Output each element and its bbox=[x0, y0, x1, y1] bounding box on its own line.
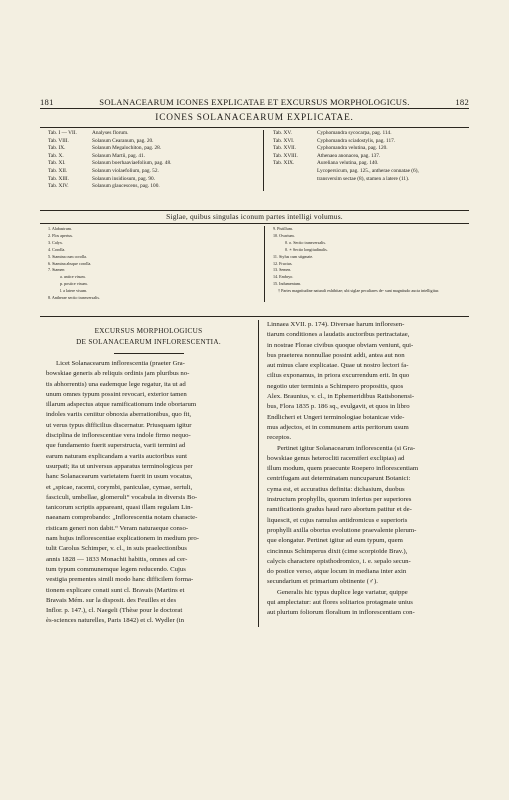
text-column-right bbox=[259, 320, 466, 627]
text-line: bowskiae genus heterocliti racemiferi exclipias) ad bbox=[267, 454, 405, 462]
plate-description: transversim sectae (8), stamen a latere (11). bbox=[317, 175, 410, 182]
plate-row bbox=[273, 153, 463, 161]
plate-label: Tab. XIX. bbox=[273, 160, 295, 167]
siglum-item: l. a latere visum. bbox=[60, 288, 88, 294]
plate-description: Lycopersicum, pag. 125., antherae connatae (6), bbox=[317, 167, 419, 174]
plate-description: Aureliana velutina, pag. 140. bbox=[317, 160, 379, 167]
text-line: Generalis hic typus duplice lege variatur, quippe bbox=[277, 588, 408, 596]
text-line: do postice verso, atque locum in mediana inter axin bbox=[267, 568, 407, 576]
plate-label: Tab. XII. bbox=[48, 167, 68, 174]
text-line: fasciculi, umbellae, glomeruli“ vocabula in diversis Bo- bbox=[46, 493, 198, 501]
text-column-left bbox=[46, 320, 259, 627]
text-line: calycis characterе opisthodromico, i. e. sepalo secun- bbox=[267, 557, 411, 565]
plate-label bbox=[273, 176, 317, 184]
text-line: ut verus typus difficilius discernatur. Priusquam igitur bbox=[46, 421, 192, 429]
text-line: mus adjectos, et in communem artis peritorum usum bbox=[267, 423, 409, 431]
page-number-left: 181 bbox=[40, 97, 54, 107]
text-line: unum omnes typum possint revocari, exterior tamen bbox=[46, 390, 187, 398]
siglum-item: 8. Antherae sectio transversalis. bbox=[48, 295, 100, 301]
plate-label: Tab. X. bbox=[48, 152, 64, 159]
text-line: cilius exponamus, in priora excurrendum erit. In quo bbox=[267, 372, 410, 380]
text-line: que fundamento fuerit superstructa, varii termini ad bbox=[46, 442, 186, 450]
text-line: aut minus clare explicatae. Quae ut nostro lectori fa- bbox=[267, 362, 409, 370]
plate-row bbox=[48, 130, 263, 138]
text-line: tionem explicare conati sunt cl. Bravais (Martins et bbox=[46, 586, 185, 594]
excursus-subheading: DE SOLANACEARUM INFLORESCENTIA. bbox=[76, 337, 221, 346]
excursus-body bbox=[46, 320, 466, 627]
text-line: Endlicheri et Ungeri terminologiae botanicae vide- bbox=[267, 413, 405, 421]
plate-description: Analyses florum. bbox=[92, 130, 129, 136]
plates-column-left bbox=[48, 130, 264, 191]
page-number-right: 182 bbox=[455, 97, 469, 107]
running-title: SOLANACEARUM ICONES EXPLICATAE ET EXCURSUS MORPHOLOGICUS. bbox=[99, 97, 410, 107]
text-line: annis 1828 — 1833 Monachii habitis, omnes ad cer- bbox=[46, 555, 188, 563]
text-line: Licet Solanacearum inflorescentia (praeter Gra- bbox=[56, 360, 185, 367]
siglum-item: 11. Stylus cum stigmate. bbox=[273, 253, 314, 259]
siglum-item: p. postice visum. bbox=[60, 281, 88, 287]
siglum-item: 0. o. Sectio transversalis. bbox=[285, 239, 326, 245]
siglae-note: † Partes magnitudine naturali exhibitae; ubi siglae peculiares de- sunt magnitudo aucta intelligitur. bbox=[278, 288, 440, 294]
text-line: ès-sciences naturelles, Paris 1842) et cl. Wydler (in bbox=[46, 617, 184, 625]
siglum-item: 2. Flos apertus. bbox=[48, 232, 74, 238]
plates-table bbox=[48, 130, 463, 191]
plate-label: Tab. XIII. bbox=[48, 175, 69, 182]
text-line: centrifugam aut determinatam nuncuparunt Botanici: bbox=[267, 475, 411, 483]
plate-description: Solanum insidiosum, pag. 90. bbox=[92, 175, 155, 182]
text-line: negotio uter terminis a Schimpero propositis, quos bbox=[267, 382, 404, 390]
text-line: illum modum, quem praecunte Roepero inflorescentiam bbox=[267, 465, 419, 473]
text-line: Inflor. p. 147.), cl. Naegeli (Thèse pour le doctorat bbox=[46, 607, 183, 615]
plate-label: Tab. IX. bbox=[48, 145, 66, 152]
plate-description: Athenaea anonacea, pag. 137. bbox=[317, 152, 381, 159]
plate-label: Tab. XI. bbox=[48, 160, 66, 167]
siglum-item: 10. Ovarium. bbox=[273, 232, 295, 238]
plate-description: Solanum Cearanum, pag. 20. bbox=[92, 137, 154, 144]
siglae-table bbox=[48, 226, 465, 302]
plate-label: Tab. XVII. bbox=[273, 145, 297, 152]
excursus-rule bbox=[40, 316, 469, 317]
text-line: bus praeterea nonnullae possint addi, antea aut non bbox=[267, 351, 405, 359]
siglum-item: 0. ∗ Sectio longitudinalis. bbox=[285, 246, 328, 252]
plate-row bbox=[273, 168, 463, 176]
siglae-heading: Siglae, quibus singulas iconum partes intelligi volumus. bbox=[166, 212, 343, 221]
plate-description: Solanum Martii, pag. 41. bbox=[92, 152, 145, 159]
text-line: risticam generi non dabit.“ Veram naturaeque conso- bbox=[46, 524, 189, 532]
text-line: tum typum communemque legem reducendo. Cujus bbox=[46, 565, 186, 573]
plate-row bbox=[273, 145, 463, 153]
plate-label: Tab. I — VII. bbox=[48, 130, 77, 136]
text-line: et „spicae, racemi, corymbi, paniculae, cymae, sertuli, bbox=[46, 483, 193, 491]
plate-row bbox=[48, 168, 263, 176]
text-line: tis abhorrentis) una eademque lege regatur, ita ut ad bbox=[46, 380, 186, 388]
plate-row bbox=[48, 160, 263, 168]
plate-description: Cyphomandra sciadostylis, pag. 117. bbox=[317, 137, 396, 144]
siglum-item: 12. Fructus. bbox=[273, 260, 293, 266]
title-rule bbox=[40, 127, 469, 128]
text-line: Alex. Braunius, v. cl., in Ephemeridibus Ratisbonensi- bbox=[267, 393, 415, 401]
plate-row bbox=[273, 130, 463, 138]
plate-row bbox=[273, 138, 463, 146]
siglum-item: 5. Stamina cum corolla. bbox=[48, 253, 87, 259]
header-rule bbox=[40, 108, 469, 109]
plate-row bbox=[48, 138, 263, 146]
plate-row bbox=[48, 145, 263, 153]
text-line: disciplina de inflorescentiae vera indole firmo nequo- bbox=[46, 432, 191, 440]
plate-description: Solanum boerhaaviaefolium, pag. 48. bbox=[92, 160, 172, 167]
text-line: hanc Solanacearum varietatem fuerit in usum vocatus, bbox=[46, 473, 193, 481]
text-line: usurpati; ita ut universus apparatus terminologicus per bbox=[46, 462, 193, 470]
text-line: tanicorum scriptis appareant, quasi illam regulam Lin- bbox=[46, 504, 193, 512]
plate-row bbox=[273, 160, 463, 168]
siglum-item: 13. Semen. bbox=[273, 267, 292, 273]
section-title: ICONES SOLANACEARUM EXPLICATAE. bbox=[155, 113, 354, 123]
text-line: vestigia prementes simili modo hanc difficilem forma- bbox=[46, 576, 194, 584]
plate-label: Tab. XV. bbox=[273, 130, 292, 136]
plate-description: Cyphomandra sycocarpa, pag. 114. bbox=[317, 130, 392, 136]
siglum-item: 6. Stamina absque corolla. bbox=[48, 260, 92, 266]
text-line: Pertinet igitur Solanacearum inflorescentia (si Gra- bbox=[277, 444, 416, 452]
text-line: qui amplectatur: aut flores solitarios protagmate unius bbox=[267, 599, 413, 607]
text-line: indoles variis ceniitur obnoxia aberrationibus, quo fit, bbox=[46, 411, 192, 419]
siglae-column-left bbox=[48, 226, 265, 302]
plate-label: Tab. XVI. bbox=[273, 137, 295, 144]
text-line: aut plurium foliorum floralium in inflorescentiam con- bbox=[267, 609, 415, 617]
text-line: nam hujus inflorescentiae explicationem in medium pro- bbox=[46, 535, 199, 543]
siglum-item: 15. Indumentum. bbox=[273, 281, 302, 287]
plates-column-right bbox=[264, 130, 463, 191]
text-line: in nostrae Florae civibus quoque obviam veniunt, qui- bbox=[267, 341, 414, 349]
text-line: bowskiae generis ab reliquis ordinis jam pluribus no- bbox=[46, 370, 190, 378]
plate-label: Tab. XIV. bbox=[48, 183, 69, 190]
paragraph-right bbox=[267, 320, 466, 619]
siglum-item: 4. Corolla. bbox=[48, 246, 66, 252]
running-header bbox=[40, 97, 469, 107]
siglum-item: 3. Calyx. bbox=[48, 239, 63, 245]
plate-label: Tab. XVIII. bbox=[273, 152, 298, 159]
siglum-item: 7. Stamen bbox=[48, 267, 65, 273]
text-line: earum naturam explicandam a variis auctoribus sunt bbox=[46, 452, 187, 460]
text-line: bus, Flora 1835 p. 186 sq., evulgavit, et quos in libro bbox=[267, 403, 410, 411]
text-line: Bravais Mém. sur la disposit. des Feuilles et des bbox=[46, 596, 177, 604]
siglae-column-right bbox=[265, 226, 465, 302]
excursus-heading: EXCURSUS MORPHOLOGICUS bbox=[94, 327, 203, 335]
text-line: instructum prophyllis, quorum inferius per superiores bbox=[267, 496, 412, 504]
text-line: tiarum conditiones a laudatis auctoribus pertractatae, bbox=[267, 331, 410, 339]
siglum-item: 1. Alabastrum. bbox=[48, 226, 72, 231]
plate-row bbox=[48, 183, 263, 191]
text-line: illarum adspectus atque ramificationum inde obortarum bbox=[46, 401, 197, 409]
text-line: receptos. bbox=[267, 434, 292, 442]
heading-rule bbox=[114, 353, 184, 354]
plate-label: Tab. VIII. bbox=[48, 137, 69, 144]
plate-description: Solanum violaefolium, pag. 52. bbox=[92, 167, 159, 174]
siglum-item: 9. Pistillum. bbox=[273, 226, 293, 231]
text-line: cincinnus Schimperus dixit (cime scorpioïde Brav.), bbox=[267, 547, 408, 555]
text-line: tulit Carolus Schimper, v. cl., in suis praelectionibus bbox=[46, 545, 187, 553]
text-line: que elongatur. Pertinet igitur ad eum typum, quem bbox=[267, 537, 403, 545]
plate-description: Solanum glaucescens, pag. 100. bbox=[92, 183, 160, 190]
plate-description: Cyphomandra velutina, pag. 120. bbox=[317, 145, 388, 152]
plate-row bbox=[273, 176, 463, 184]
text-line: cyma est, et accuratius definita: dichasium, duobus bbox=[267, 485, 405, 493]
text-line: Linnaea XVII. p. 174). Diversae harum infloresen- bbox=[267, 321, 405, 328]
text-line: secundarium et primarium obtinente (♂). bbox=[267, 578, 378, 586]
text-line: naeanam comprobando: „Inflorescentia notam characte- bbox=[46, 514, 198, 522]
plate-row bbox=[48, 176, 263, 184]
siglae-rule-lower bbox=[40, 223, 469, 224]
paragraph-left bbox=[46, 359, 251, 627]
siglum-item: 14. Embryo. bbox=[273, 274, 294, 280]
plate-label bbox=[273, 168, 317, 176]
siglum-item: a. antice visum. bbox=[60, 274, 86, 280]
text-line: liquescit, et cujus ramulus antidromicus e superioris bbox=[267, 516, 408, 524]
text-line: prophylli axilla obortus evolutione praevalente plerum- bbox=[267, 526, 417, 534]
plate-description: Solanum Megalochiton, pag. 28. bbox=[92, 145, 162, 152]
text-line: ramificationis gradus haud raro abortum patitur et de- bbox=[267, 506, 412, 514]
siglae-rule bbox=[40, 210, 469, 211]
